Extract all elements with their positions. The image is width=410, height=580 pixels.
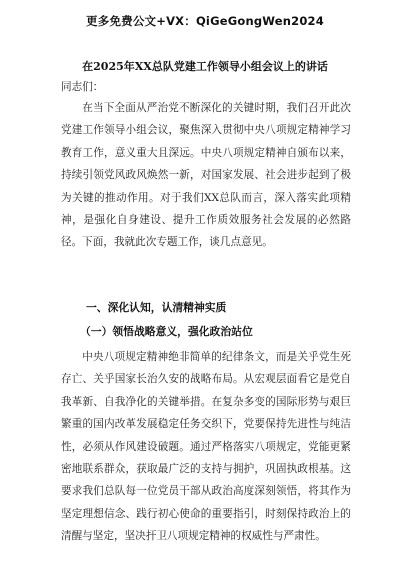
salutation: 同志们： [61, 81, 104, 93]
subsection-heading: （一）领悟战略意义，强化政治站位 [80, 325, 253, 338]
section-heading: 一、深化认知，认清精神实质 [86, 301, 227, 314]
body-paragraph: 中央八项规定精神绝非简单的纪律条文，而是关乎党生死存亡、关乎国家长治久安的战略布局。从宏观层面看它是党自我革新、自我净化的关键举措。在复杂多变的国际形势与艰巨繁重的国内改革发展稳定任务交织下，党要保持先进性与纯洁性，必须从作风建设破题。通过严格落实八项规定，党能更紧密地联系群众，获取最广泛的支持与拥护，巩固执政根基。这要求我们总队每一位党员干部从政治高度深刻领悟，将其作为坚定理想信念、践行初心使命的重要指引，时刻保持政治上的清醒与坚定，坚决扞卫八项规定精神的权威性与严肃性。 [61, 351, 351, 543]
speech-title: 在2025年XX总队党建工作领导小组会议上的讲话 [82, 60, 328, 73]
promo-banner: 更多免费公文+VX：QiGeGongWen2024 [86, 14, 324, 28]
intro-paragraph: 在当下全面从严治党不断深化的关键时期，我们召开此次党建工作领导小组会议，聚焦深入贯彻中央八项规定精神学习教育工作，意义重大且深远。中央八项规定精神自颁布以来，持续引领党风政风焕然一新，对国家发展、社会进步起到了极为关键的推动作用。对于我们XX总队而言，深入落实此项精神，是强化自身建设、提升工作质效服务社会发展的必然路径。下面，我就此次专题工作，谈几点意见。 [61, 102, 351, 249]
